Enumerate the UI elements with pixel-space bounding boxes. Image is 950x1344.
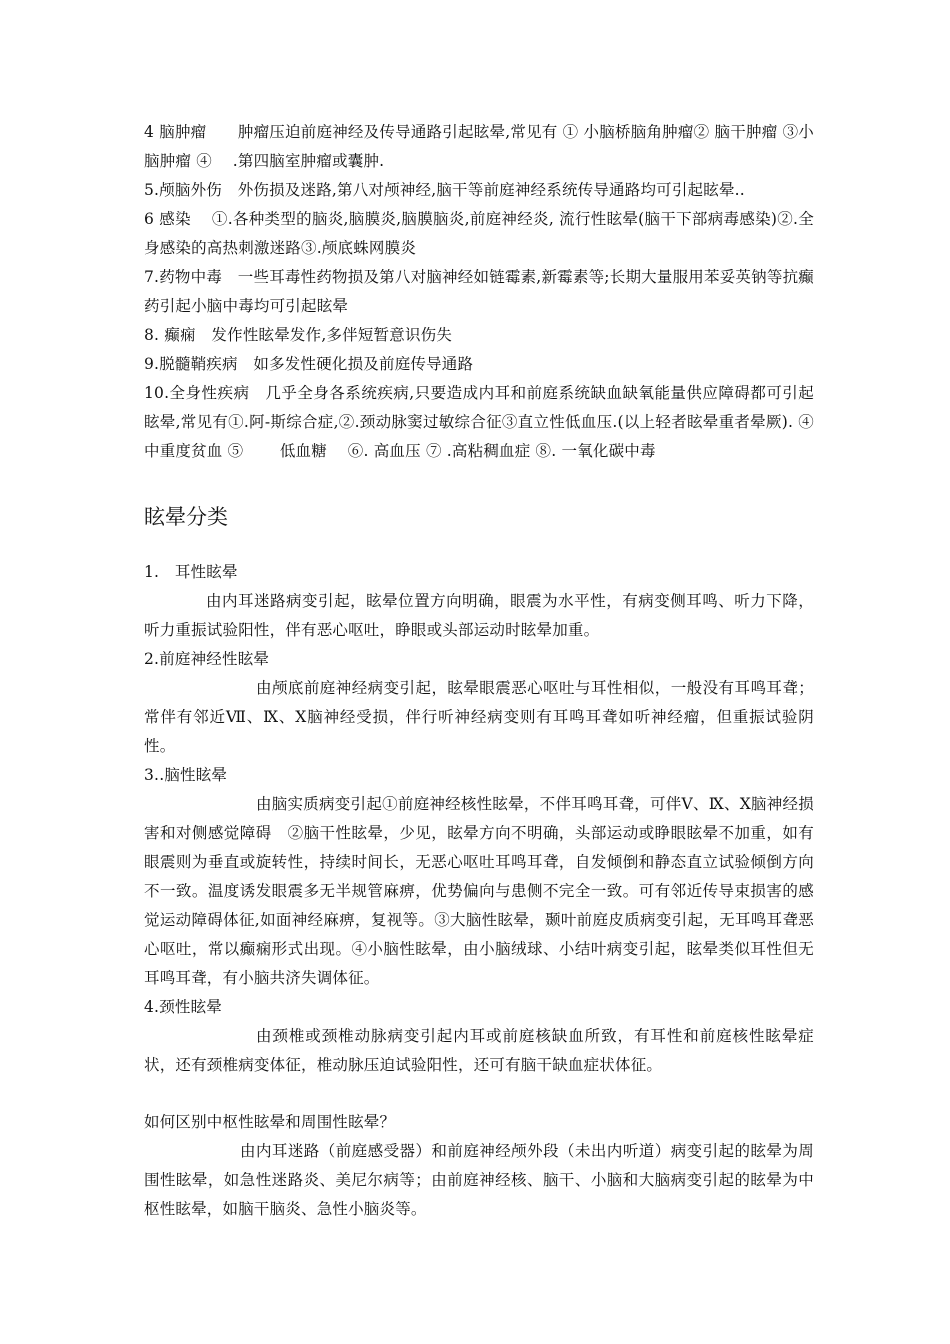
- cause-item-drug-poisoning: 7.药物中毒 一些耳毒性药物损及第八对脑神经如链霉素,新霉素等;长期大量服用苯妥英钠等抗癫药引起小脑中毒均可引起眩晕: [144, 268, 814, 315]
- cause-item-head-trauma: 5.颅脑外伤 外伤损及迷路,第八对颅神经,脑干等前庭神经系统传导通路均可引起眩晕..: [144, 181, 745, 199]
- classification-body: 由颅底前庭神经病变引起，眩晕眼震恶心呕吐与耳性相似，一般没有耳鸣耳聋；常伴有邻近Ⅶ、Ⅸ、Ⅹ脑神经受损，伴行听神经病变则有耳鸣耳聋如听神经瘤，但重振试验阴性。: [144, 679, 814, 755]
- classification-body: 由脑实质病变引起①前庭神经核性眩晕，不伴耳鸣耳聋，可伴Ⅴ、Ⅸ、Ⅹ脑神经损害和对侧感觉障碍 ②脑干性眩晕，少见，眩晕方向不明确，头部运动或睁眼眩晕不加重，如有眼震则为垂直或旋转性，持续时间长，无恶心呕吐耳鸣耳聋，自发倾倒和静态直立试验倾倒方向不一致。温度诱发眼震多无半规管麻痹，优势偏向与患侧不完全一致。可有邻近传导束损害的感觉运动障碍体征,如面神经麻痹，复视等。③大脑性眩晕，颞叶前庭皮质病变引起，无耳鸣耳聋恶心呕吐，常以癫痫形式出现。④小脑性眩晕，由小脑绒球、小结叶病变引起，眩晕类似耳性但无耳鸣耳聋，有小脑共济失调体征。: [144, 795, 814, 987]
- cause-item-systemic: 10.全身性疾病 几乎全身各系统疾病,只要造成内耳和前庭系统缺血缺氧能量供应障碍都可引起眩晕,常见有①.阿-斯综合症,②.颈动脉窦过敏综合征③直立性低血压.(以上轻者眩晕重者晕厥). ④ 中重度贫血 ⑤ 低血糖 ⑥. 高血压 ⑦ .高粘稠血症 ⑧. 一氧化碳中毒: [144, 384, 835, 460]
- classification-body: 由内耳迷路病变引起，眩晕位置方向明确，眼震为水平性，有病变侧耳鸣、听力下降，听力重振试验阳性，伴有恶心呕吐，睁眼或头部运动时眩晕加重。: [144, 592, 814, 639]
- cause-item-demyelinating: 9.脱髓鞘疾病 如多发性硬化损及前庭传导通路: [144, 355, 474, 373]
- cause-item-epilepsy: 8. 癫痫 发作性眩晕发作,多伴短暂意识伤失: [144, 326, 453, 344]
- cause-item-brain-tumor: 4 脑肿瘤 肿瘤压迫前庭神经及传导通路引起眩晕,常见有 ① 小脑桥脑角肿瘤② 脑干肿瘤 ③小脑肿瘤 ④ .第四脑室肿瘤或囊肿.: [144, 123, 814, 170]
- classification-heading: 2.前庭神经性眩晕: [144, 650, 270, 668]
- cause-item-infection: 6 感染 ①.各种类型的脑炎,脑膜炎,脑膜脑炎,前庭神经炎, 流行性眩晕(脑干下部病毒感染)②.全身感染的高热刺激迷路③.颅底蛛网膜炎: [144, 210, 814, 257]
- classification-heading: 4.颈性眩晕: [144, 998, 222, 1016]
- classification-list: [144, 558, 814, 1080]
- classification-body: 由颈椎或颈椎动脉病变引起内耳或前庭核缺血所致，有耳性和前庭核性眩晕症状，还有颈椎病变体征，椎动脉压迫试验阳性，还可有脑干缺血症状体征。: [144, 1027, 814, 1074]
- section-title-classification: 眩晕分类: [144, 505, 228, 529]
- question-title: 如何区别中枢性眩晕和周围性眩晕？: [144, 1113, 396, 1131]
- question-body: 由内耳迷路（前庭感受器）和前庭神经颅外段（未出内听道）病变引起的眩晕为周围性眩晕，如急性迷路炎、美尼尔病等；由前庭神经核、脑干、小脑和大脑病变引起的眩晕为中枢性眩晕，如脑干脑炎、急性小脑炎等。: [144, 1142, 814, 1218]
- classification-heading: 3..脑性眩晕: [144, 766, 228, 784]
- question-section: [144, 1108, 814, 1224]
- document-content: [144, 118, 835, 1224]
- classification-heading: 1. 耳性眩晕: [144, 563, 238, 581]
- causes-list: [144, 118, 835, 466]
